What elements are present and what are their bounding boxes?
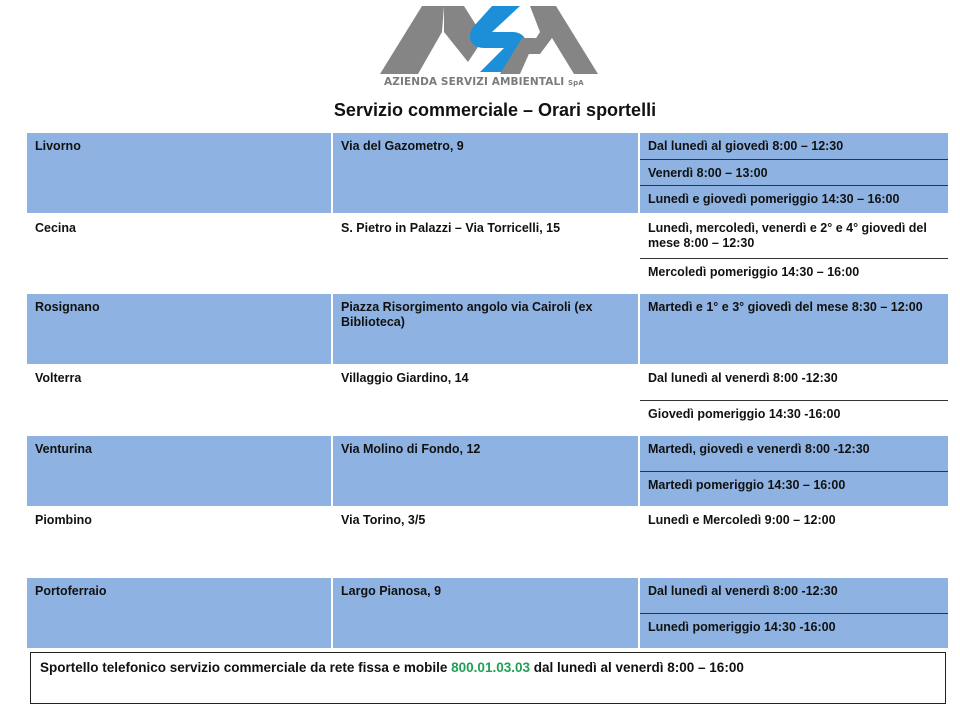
hours-cell bbox=[640, 507, 948, 577]
hours-slot: Lunedì, mercoledì, venerdì e 2° e 4° giovedì del mese 8:00 – 12:30 bbox=[640, 215, 948, 259]
hours-slot: Lunedì pomeriggio 14:30 -16:00 bbox=[640, 614, 948, 648]
address-cell: Via Torino, 3/5 bbox=[333, 507, 640, 577]
hours-slot: Lunedì e giovedì pomeriggio 14:30 – 16:00 bbox=[640, 186, 948, 213]
address-cell: Villaggio Giardino, 14 bbox=[333, 365, 640, 435]
page-title: Servizio commerciale – Orari sportelli bbox=[333, 100, 657, 120]
hours-cell bbox=[640, 294, 948, 364]
footer-text-after: dal lunedì al venerdì 8:00 – 16:00 bbox=[529, 660, 744, 675]
company-suffix: SpA bbox=[568, 79, 584, 87]
phone-service-note bbox=[30, 652, 946, 704]
city-cell: Volterra bbox=[27, 365, 333, 435]
logo-right-a bbox=[526, 6, 598, 74]
company-name-text: AZIENDA SERVIZI AMBIENTALI bbox=[384, 76, 565, 88]
table-row-cecina bbox=[27, 215, 948, 293]
hours-slot: Dal lunedì al giovedì 8:00 – 12:30 bbox=[640, 133, 948, 160]
table-row-venturina bbox=[27, 436, 948, 506]
city-cell: Livorno bbox=[27, 133, 333, 213]
table-row-rosignano bbox=[27, 294, 948, 364]
address-cell: Via del Gazometro, 9 bbox=[333, 133, 640, 213]
hours-slot: Giovedì pomeriggio 14:30 -16:00 bbox=[648, 407, 841, 421]
city-cell: Venturina bbox=[27, 436, 333, 506]
address-cell: Via Molino di Fondo, 12 bbox=[333, 436, 640, 506]
hours-cell bbox=[640, 215, 948, 293]
hours-slot: Venerdì 8:00 – 13:00 bbox=[640, 160, 948, 186]
logo-company-name bbox=[384, 76, 600, 88]
hours-cell bbox=[640, 436, 948, 506]
address-cell: S. Pietro in Palazzi – Via Torricelli, 15 bbox=[333, 215, 640, 293]
address-cell: Piazza Risorgimento angolo via Cairoli (ex Biblioteca) bbox=[333, 294, 640, 364]
table-row-volterra bbox=[27, 365, 948, 435]
hours-cell bbox=[640, 133, 948, 213]
city-cell: Cecina bbox=[27, 215, 333, 293]
hours-cell bbox=[640, 365, 948, 435]
address-cell: Largo Pianosa, 9 bbox=[333, 578, 640, 648]
hours-slot: Martedì e 1° e 3° giovedì del mese 8:30 – 12:00 bbox=[640, 294, 948, 364]
city-cell: Portoferraio bbox=[27, 578, 333, 648]
hours-slot: Martedì, giovedì e venerdì 8:00 -12:30 bbox=[640, 436, 948, 472]
logo-left-a bbox=[380, 6, 444, 74]
hours-cell bbox=[640, 578, 948, 648]
hours-slot: Lunedì e Mercoledì 9:00 – 12:00 bbox=[648, 513, 836, 527]
table-row-portoferraio bbox=[27, 578, 948, 648]
footer-text-before: Sportello telefonico servizio commerciale da rete fissa e mobile bbox=[40, 660, 452, 675]
hours-slot: Martedì pomeriggio 14:30 – 16:00 bbox=[640, 472, 948, 506]
table-row-piombino bbox=[27, 507, 948, 577]
phone-number[interactable]: 800.01.03.03 bbox=[451, 660, 530, 675]
city-cell: Piombino bbox=[27, 507, 333, 577]
hours-slot: Dal lunedì al venerdì 8:00 -12:30 bbox=[640, 578, 948, 614]
hours-slot: Dal lunedì al venerdì 8:00 -12:30 bbox=[640, 365, 948, 401]
table-row-livorno bbox=[27, 133, 948, 213]
city-cell: Rosignano bbox=[27, 294, 333, 364]
hours-slot: Mercoledì pomeriggio 14:30 – 16:00 bbox=[648, 265, 860, 279]
